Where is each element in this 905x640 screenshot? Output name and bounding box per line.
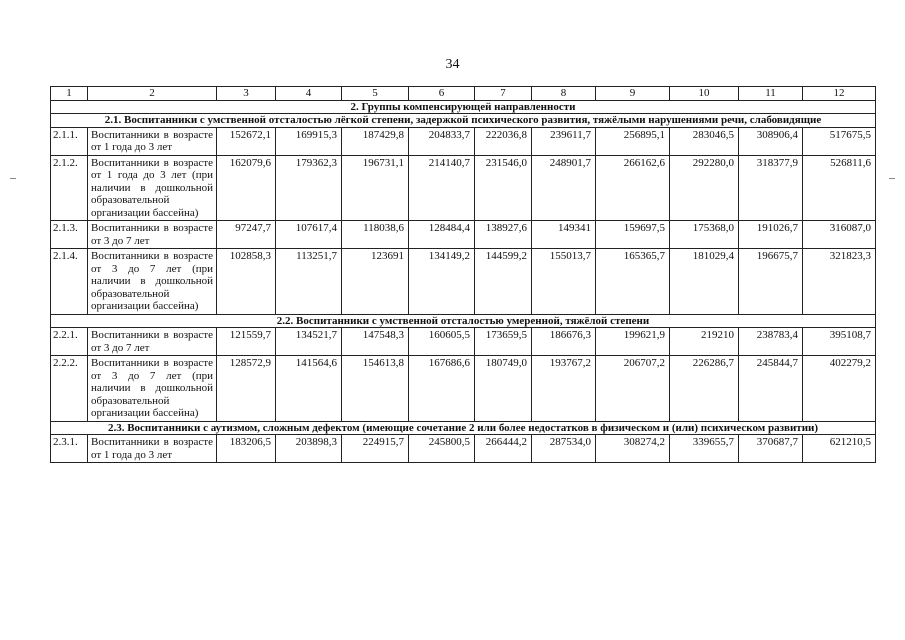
section-heading-row bbox=[51, 314, 876, 328]
table-row bbox=[51, 249, 876, 315]
column-number: 10 bbox=[670, 87, 739, 101]
table-row bbox=[51, 221, 876, 249]
value-cell: 154613,8 bbox=[342, 356, 409, 422]
value-cell: 287534,0 bbox=[532, 435, 596, 463]
value-cell: 308274,2 bbox=[596, 435, 670, 463]
value-cell: 160605,5 bbox=[409, 328, 475, 356]
value-cell: 204833,7 bbox=[409, 127, 475, 155]
column-number: 2 bbox=[88, 87, 217, 101]
section-heading-row bbox=[51, 114, 876, 128]
row-name: Воспитанники в возрасте от 3 до 7 лет bbox=[88, 328, 217, 356]
value-cell: 147548,3 bbox=[342, 328, 409, 356]
value-cell: 199621,9 bbox=[596, 328, 670, 356]
value-cell: 107617,4 bbox=[276, 221, 342, 249]
table-row bbox=[51, 155, 876, 221]
value-cell: 219210 bbox=[670, 328, 739, 356]
value-cell: 155013,7 bbox=[532, 249, 596, 315]
value-cell: 245844,7 bbox=[739, 356, 803, 422]
row-name: Воспитанники в возрасте от 1 года до 3 лет (при наличии в дошкольной образовательной организации бассейна) bbox=[88, 155, 217, 221]
value-cell: 266444,2 bbox=[475, 435, 532, 463]
table-row bbox=[51, 328, 876, 356]
value-cell: 97247,7 bbox=[217, 221, 276, 249]
value-cell: 517675,5 bbox=[803, 127, 876, 155]
value-cell: 167686,6 bbox=[409, 356, 475, 422]
value-cell: 283046,5 bbox=[670, 127, 739, 155]
value-cell: 239611,7 bbox=[532, 127, 596, 155]
table-row bbox=[51, 356, 876, 422]
column-number: 3 bbox=[217, 87, 276, 101]
value-cell: 141564,6 bbox=[276, 356, 342, 422]
value-cell: 321823,3 bbox=[803, 249, 876, 315]
row-name: Воспитанники в возрасте от 3 до 7 лет bbox=[88, 221, 217, 249]
value-cell: 316087,0 bbox=[803, 221, 876, 249]
table-row bbox=[51, 435, 876, 463]
value-cell: 214140,7 bbox=[409, 155, 475, 221]
row-name: Воспитанники в возрасте от 1 года до 3 лет bbox=[88, 435, 217, 463]
column-number: 4 bbox=[276, 87, 342, 101]
value-cell: 231546,0 bbox=[475, 155, 532, 221]
section-heading: 2. Группы компенсирующей направленности bbox=[51, 100, 876, 114]
row-number: 2.2.2. bbox=[51, 356, 88, 422]
row-number: 2.1.2. bbox=[51, 155, 88, 221]
column-number: 1 bbox=[51, 87, 88, 101]
value-cell: 165365,7 bbox=[596, 249, 670, 315]
value-cell: 169915,3 bbox=[276, 127, 342, 155]
column-number: 6 bbox=[409, 87, 475, 101]
row-name: Воспитанники в возрасте от 1 года до 3 лет bbox=[88, 127, 217, 155]
value-cell: 134149,2 bbox=[409, 249, 475, 315]
value-cell: 191026,7 bbox=[739, 221, 803, 249]
row-number: 2.1.3. bbox=[51, 221, 88, 249]
column-number: 9 bbox=[596, 87, 670, 101]
column-number: 5 bbox=[342, 87, 409, 101]
value-cell: 128484,4 bbox=[409, 221, 475, 249]
page-number: 34 bbox=[445, 57, 460, 72]
value-cell: 395108,7 bbox=[803, 328, 876, 356]
row-number: 2.3.1. bbox=[51, 435, 88, 463]
column-number: 12 bbox=[803, 87, 876, 101]
value-cell: 187429,8 bbox=[342, 127, 409, 155]
value-cell: 134521,7 bbox=[276, 328, 342, 356]
column-number: 8 bbox=[532, 87, 596, 101]
column-number-row bbox=[51, 87, 876, 101]
row-name: Воспитанники в возрасте от 3 до 7 лет (при наличии в дошкольной образовательной организации бассейна) bbox=[88, 249, 217, 315]
value-cell: 222036,8 bbox=[475, 127, 532, 155]
value-cell: 621210,5 bbox=[803, 435, 876, 463]
value-cell: 159697,5 bbox=[596, 221, 670, 249]
scan-mark-left bbox=[10, 178, 16, 179]
value-cell: 102858,3 bbox=[217, 249, 276, 315]
column-number: 7 bbox=[475, 87, 532, 101]
value-cell: 238783,4 bbox=[739, 328, 803, 356]
value-cell: 180749,0 bbox=[475, 356, 532, 422]
value-cell: 339655,7 bbox=[670, 435, 739, 463]
row-number: 2.1.1. bbox=[51, 127, 88, 155]
value-cell: 248901,7 bbox=[532, 155, 596, 221]
value-cell: 181029,4 bbox=[670, 249, 739, 315]
value-cell: 152672,1 bbox=[217, 127, 276, 155]
value-cell: 123691 bbox=[342, 249, 409, 315]
section-heading: 2.3. Воспитанники с аутизмом, сложным дефектом (имеющие сочетание 2 или более недостатков в физическом и (или) психическом развитии) bbox=[51, 421, 876, 435]
value-cell: 226286,7 bbox=[670, 356, 739, 422]
value-cell: 308906,4 bbox=[739, 127, 803, 155]
value-cell: 162079,6 bbox=[217, 155, 276, 221]
value-cell: 196675,7 bbox=[739, 249, 803, 315]
section-heading-row bbox=[51, 100, 876, 114]
value-cell: 318377,9 bbox=[739, 155, 803, 221]
row-number: 2.1.4. bbox=[51, 249, 88, 315]
value-cell: 144599,2 bbox=[475, 249, 532, 315]
value-cell: 118038,6 bbox=[342, 221, 409, 249]
value-cell: 173659,5 bbox=[475, 328, 532, 356]
value-cell: 256895,1 bbox=[596, 127, 670, 155]
value-cell: 526811,6 bbox=[803, 155, 876, 221]
value-cell: 224915,7 bbox=[342, 435, 409, 463]
scan-mark-right bbox=[889, 178, 895, 179]
value-cell: 186676,3 bbox=[532, 328, 596, 356]
table-row bbox=[51, 127, 876, 155]
cost-table bbox=[50, 86, 876, 463]
value-cell: 183206,5 bbox=[217, 435, 276, 463]
value-cell: 121559,7 bbox=[217, 328, 276, 356]
column-number: 11 bbox=[739, 87, 803, 101]
value-cell: 266162,6 bbox=[596, 155, 670, 221]
table-body bbox=[51, 87, 876, 463]
value-cell: 402279,2 bbox=[803, 356, 876, 422]
row-number: 2.2.1. bbox=[51, 328, 88, 356]
section-heading: 2.1. Воспитанники с умственной отсталостью лёгкой степени, задержкой психического развития, тяжёлыми нарушениями речи, слабовидящие bbox=[51, 114, 876, 128]
value-cell: 370687,7 bbox=[739, 435, 803, 463]
value-cell: 245800,5 bbox=[409, 435, 475, 463]
value-cell: 149341 bbox=[532, 221, 596, 249]
section-heading: 2.2. Воспитанники с умственной отсталостью умеренной, тяжёлой степени bbox=[51, 314, 876, 328]
value-cell: 203898,3 bbox=[276, 435, 342, 463]
value-cell: 292280,0 bbox=[670, 155, 739, 221]
value-cell: 175368,0 bbox=[670, 221, 739, 249]
value-cell: 138927,6 bbox=[475, 221, 532, 249]
value-cell: 179362,3 bbox=[276, 155, 342, 221]
value-cell: 196731,1 bbox=[342, 155, 409, 221]
value-cell: 193767,2 bbox=[532, 356, 596, 422]
row-name: Воспитанники в возрасте от 3 до 7 лет (при наличии в дошкольной образовательной организации бассейна) bbox=[88, 356, 217, 422]
value-cell: 113251,7 bbox=[276, 249, 342, 315]
section-heading-row bbox=[51, 421, 876, 435]
value-cell: 206707,2 bbox=[596, 356, 670, 422]
value-cell: 128572,9 bbox=[217, 356, 276, 422]
